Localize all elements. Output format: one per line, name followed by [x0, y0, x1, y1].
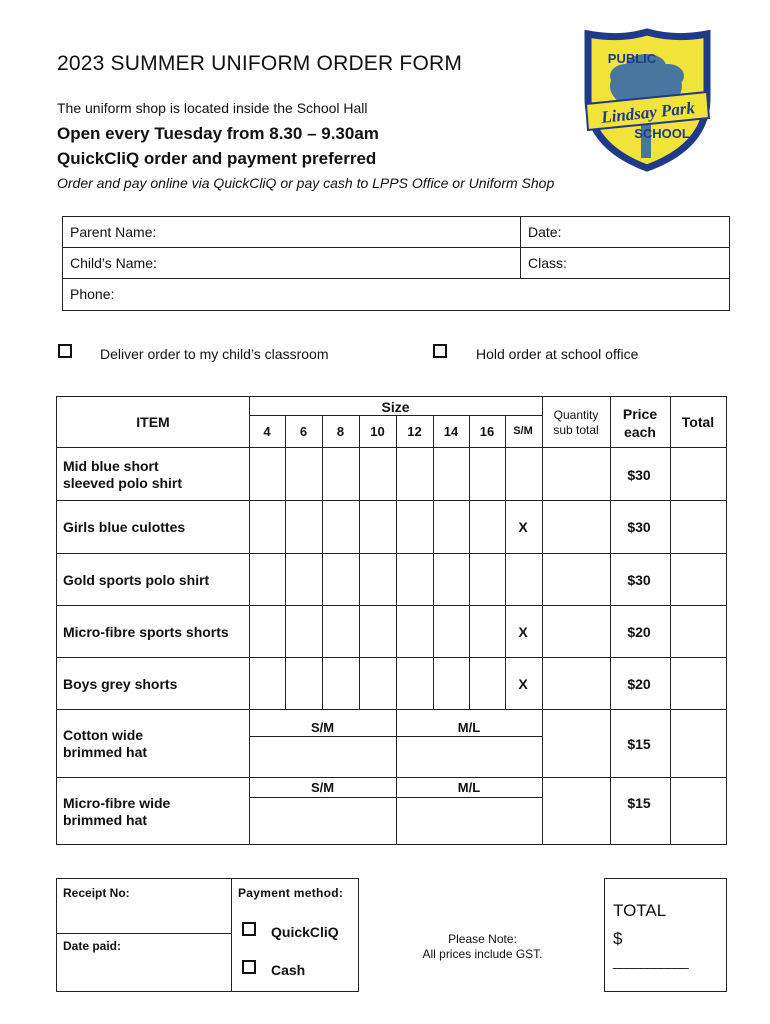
row-divider [57, 605, 726, 606]
column-divider [610, 397, 611, 844]
grand-total-box [604, 878, 727, 992]
item-name-line2: sleeved polo shirt [63, 475, 183, 491]
form-title: 2023 SUMMER UNIFORM ORDER FORM [57, 52, 463, 75]
size-4-header: 4 [263, 424, 271, 439]
parent-details-box [62, 216, 730, 311]
crest-script-text: Lindsay Park [600, 98, 696, 127]
price-cell: $20 [627, 676, 651, 692]
item-row-6 [63, 727, 147, 761]
shop-location: The uniform shop is located inside the School Hall [57, 100, 368, 116]
size-16-header: 16 [479, 424, 495, 439]
receipt-divider [57, 933, 231, 934]
date-paid-label: Date paid: [63, 939, 122, 953]
unavailable-mark: X [518, 624, 528, 640]
hold-office-checkbox[interactable] [433, 344, 447, 358]
item-row-4: Micro-fibre sports shorts [63, 624, 229, 640]
hat-size-ml: M/L [457, 780, 481, 795]
price-cell: $30 [627, 467, 651, 483]
total-label: TOTAL [613, 901, 667, 920]
details-row-parent [63, 217, 729, 248]
column-divider [285, 415, 286, 709]
size-14-header: 14 [443, 424, 459, 439]
row-divider [57, 709, 726, 710]
quickcliq-checkbox[interactable] [242, 922, 256, 936]
item-row-1 [63, 458, 182, 492]
payment-method-label: Payment method: [238, 886, 344, 900]
crest-top-text: PUBLIC [607, 51, 657, 66]
item-row-2: Girls blue culottes [63, 519, 186, 535]
hat-size-ml: M/L [457, 720, 481, 735]
deliver-classroom-label: Deliver order to my child’s classroom [100, 346, 329, 362]
column-divider [396, 415, 397, 709]
quickcliq-label: QuickCliQ [271, 924, 339, 940]
cash-checkbox[interactable] [242, 960, 256, 974]
office-use-box [56, 878, 359, 992]
column-divider [433, 415, 434, 709]
quantity-column-header [542, 408, 610, 438]
price-header-line1: Price [622, 406, 658, 422]
hat-size-sm: S/M [310, 780, 335, 795]
receipt-no-label: Receipt No: [63, 886, 130, 900]
row-divider [57, 657, 726, 658]
currency-symbol: $ [613, 929, 623, 948]
item-row-3: Gold sports polo shirt [63, 572, 210, 588]
price-cell: $15 [627, 736, 651, 752]
hat-name-line1: Cotton wide [63, 727, 144, 743]
column-divider [670, 397, 671, 844]
crest-icon [580, 28, 715, 173]
quantity-header-line1: Quantity [553, 408, 599, 422]
order-table [56, 396, 727, 845]
item-name-line1: Mid blue short [63, 458, 159, 474]
gst-note [380, 932, 585, 962]
note-text: All prices include GST. [422, 947, 543, 961]
total-column-header: Total [681, 414, 715, 430]
size-6-header: 6 [299, 424, 308, 439]
column-divider [542, 397, 543, 844]
column-divider [249, 397, 250, 844]
hat-name-line2: brimmed hat [63, 744, 148, 760]
price-cell: $30 [627, 572, 651, 588]
hat-name-line1: Micro-fibre wide [63, 795, 171, 811]
date-field[interactable]: Date: [520, 217, 731, 247]
price-cell: $20 [627, 624, 651, 640]
hold-office-label: Hold order at school office [476, 346, 639, 362]
price-column-header [610, 405, 670, 441]
item-column-header: ITEM [136, 414, 170, 430]
phone-field[interactable]: Phone: [70, 286, 115, 302]
note-heading: Please Note: [448, 932, 517, 946]
payment-instructions: Order and pay online via QuickCliQ or pay cash to LPPS Office or Uniform Shop [57, 175, 555, 191]
child-name-field[interactable]: Child’s Name: [70, 255, 157, 271]
quantity-header-line2: sub total [553, 423, 599, 437]
hat-name-line2: brimmed hat [63, 812, 148, 828]
item-row-5: Boys grey shorts [63, 676, 178, 692]
column-divider [396, 709, 397, 844]
unavailable-mark: X [518, 676, 528, 692]
size-8-header: 8 [336, 424, 345, 439]
column-divider [322, 415, 323, 709]
row-divider [57, 500, 726, 501]
row-divider [57, 777, 726, 778]
total-amount-field[interactable]: ___________ [613, 953, 688, 969]
size-10-header: 10 [370, 424, 385, 439]
deliver-classroom-checkbox[interactable] [58, 344, 72, 358]
payment-divider [231, 879, 232, 991]
parent-name-field[interactable]: Parent Name: [70, 224, 157, 240]
header-divider [57, 447, 726, 448]
opening-hours: Open every Tuesday from 8.30 – 9.30am [57, 124, 379, 143]
class-field[interactable]: Class: [520, 248, 731, 278]
cash-label: Cash [271, 962, 306, 978]
size-12-header: 12 [407, 424, 422, 439]
column-divider [469, 415, 470, 709]
details-row-child [63, 248, 729, 279]
price-cell: $30 [627, 519, 651, 535]
column-divider [359, 415, 360, 709]
item-row-7 [63, 795, 170, 829]
crest-bottom-text: SCHOOL [634, 126, 690, 141]
preferred-payment: QuickCliQ order and payment preferred [57, 149, 377, 168]
column-divider [505, 415, 506, 709]
hat-size-sm: S/M [310, 720, 335, 735]
size-sm-header: S/M [513, 425, 533, 437]
price-header-line2: each [624, 424, 656, 440]
details-row-phone [63, 279, 729, 310]
school-crest-logo [580, 28, 715, 173]
price-cell: $15 [627, 795, 651, 811]
unavailable-mark: X [518, 519, 528, 535]
size-column-header: Size [381, 399, 410, 415]
row-divider [57, 553, 726, 554]
